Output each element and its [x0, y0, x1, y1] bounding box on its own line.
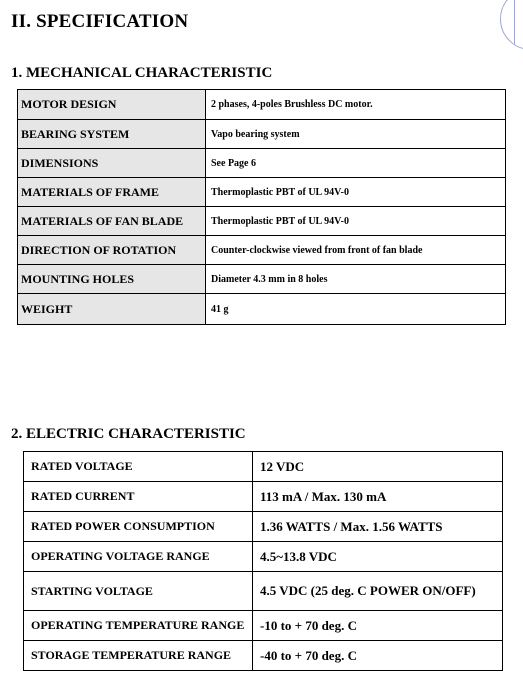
- section-title: II. SPECIFICATION: [11, 11, 189, 32]
- spec-label: OPERATING VOLTAGE RANGE: [24, 542, 253, 572]
- table-row: [24, 482, 503, 512]
- mechanical-table: [17, 89, 506, 325]
- table-row: [18, 236, 506, 265]
- spec-label: STORAGE TEMPERATURE RANGE: [24, 641, 253, 671]
- table-row: [24, 641, 503, 671]
- spec-label: MOTOR DESIGN: [18, 90, 206, 120]
- spec-value: Thermoplastic PBT of UL 94V-0: [206, 207, 506, 236]
- spec-value: 2 phases, 4-poles Brushless DC motor.: [206, 90, 506, 120]
- spec-label: OPERATING TEMPERATURE RANGE: [24, 611, 253, 641]
- table-row: [18, 90, 506, 120]
- table-row: [24, 611, 503, 641]
- electric-heading: 2. ELECTRIC CHARACTERISTIC: [11, 426, 246, 442]
- corner-decoration-line: [514, 0, 515, 44]
- spec-value: 1.36 WATTS / Max. 1.56 WATTS: [253, 512, 503, 542]
- spec-label: RATED CURRENT: [24, 482, 253, 512]
- table-row: [18, 149, 506, 178]
- spec-value: 41 g: [206, 294, 506, 325]
- table-row: [24, 512, 503, 542]
- table-row: [18, 207, 506, 236]
- table-row: [18, 120, 506, 149]
- spec-value: -40 to + 70 deg. C: [253, 641, 503, 671]
- spec-value: Vapo bearing system: [206, 120, 506, 149]
- corner-decoration: [500, 0, 523, 50]
- spec-value: -10 to + 70 deg. C: [253, 611, 503, 641]
- spec-value: 12 VDC: [253, 452, 503, 482]
- spec-label: DIMENSIONS: [18, 149, 206, 178]
- table-row: [18, 265, 506, 294]
- spec-label: RATED VOLTAGE: [24, 452, 253, 482]
- spec-value: See Page 6: [206, 149, 506, 178]
- table-row: [18, 294, 506, 325]
- table-row: [24, 542, 503, 572]
- spec-label: RATED POWER CONSUMPTION: [24, 512, 253, 542]
- spec-label: STARTING VOLTAGE: [24, 572, 253, 611]
- table-row: [24, 572, 503, 611]
- spec-value: 4.5~13.8 VDC: [253, 542, 503, 572]
- table-row: [18, 178, 506, 207]
- spec-value: Diameter 4.3 mm in 8 holes: [206, 265, 506, 294]
- spec-value: Thermoplastic PBT of UL 94V-0: [206, 178, 506, 207]
- spec-value: Counter-clockwise viewed from front of fan blade: [206, 236, 506, 265]
- spec-label: MOUNTING HOLES: [18, 265, 206, 294]
- table-row: [24, 452, 503, 482]
- spec-label: WEIGHT: [18, 294, 206, 325]
- spec-label: DIRECTION OF ROTATION: [18, 236, 206, 265]
- spec-label: BEARING SYSTEM: [18, 120, 206, 149]
- electric-table: [23, 451, 503, 671]
- spec-label: MATERIALS OF FRAME: [18, 178, 206, 207]
- spec-value: 113 mA / Max. 130 mA: [253, 482, 503, 512]
- mechanical-heading: 1. MECHANICAL CHARACTERISTIC: [11, 65, 273, 81]
- spec-label: MATERIALS OF FAN BLADE: [18, 207, 206, 236]
- spec-value: 4.5 VDC (25 deg. C POWER ON/OFF): [253, 572, 503, 611]
